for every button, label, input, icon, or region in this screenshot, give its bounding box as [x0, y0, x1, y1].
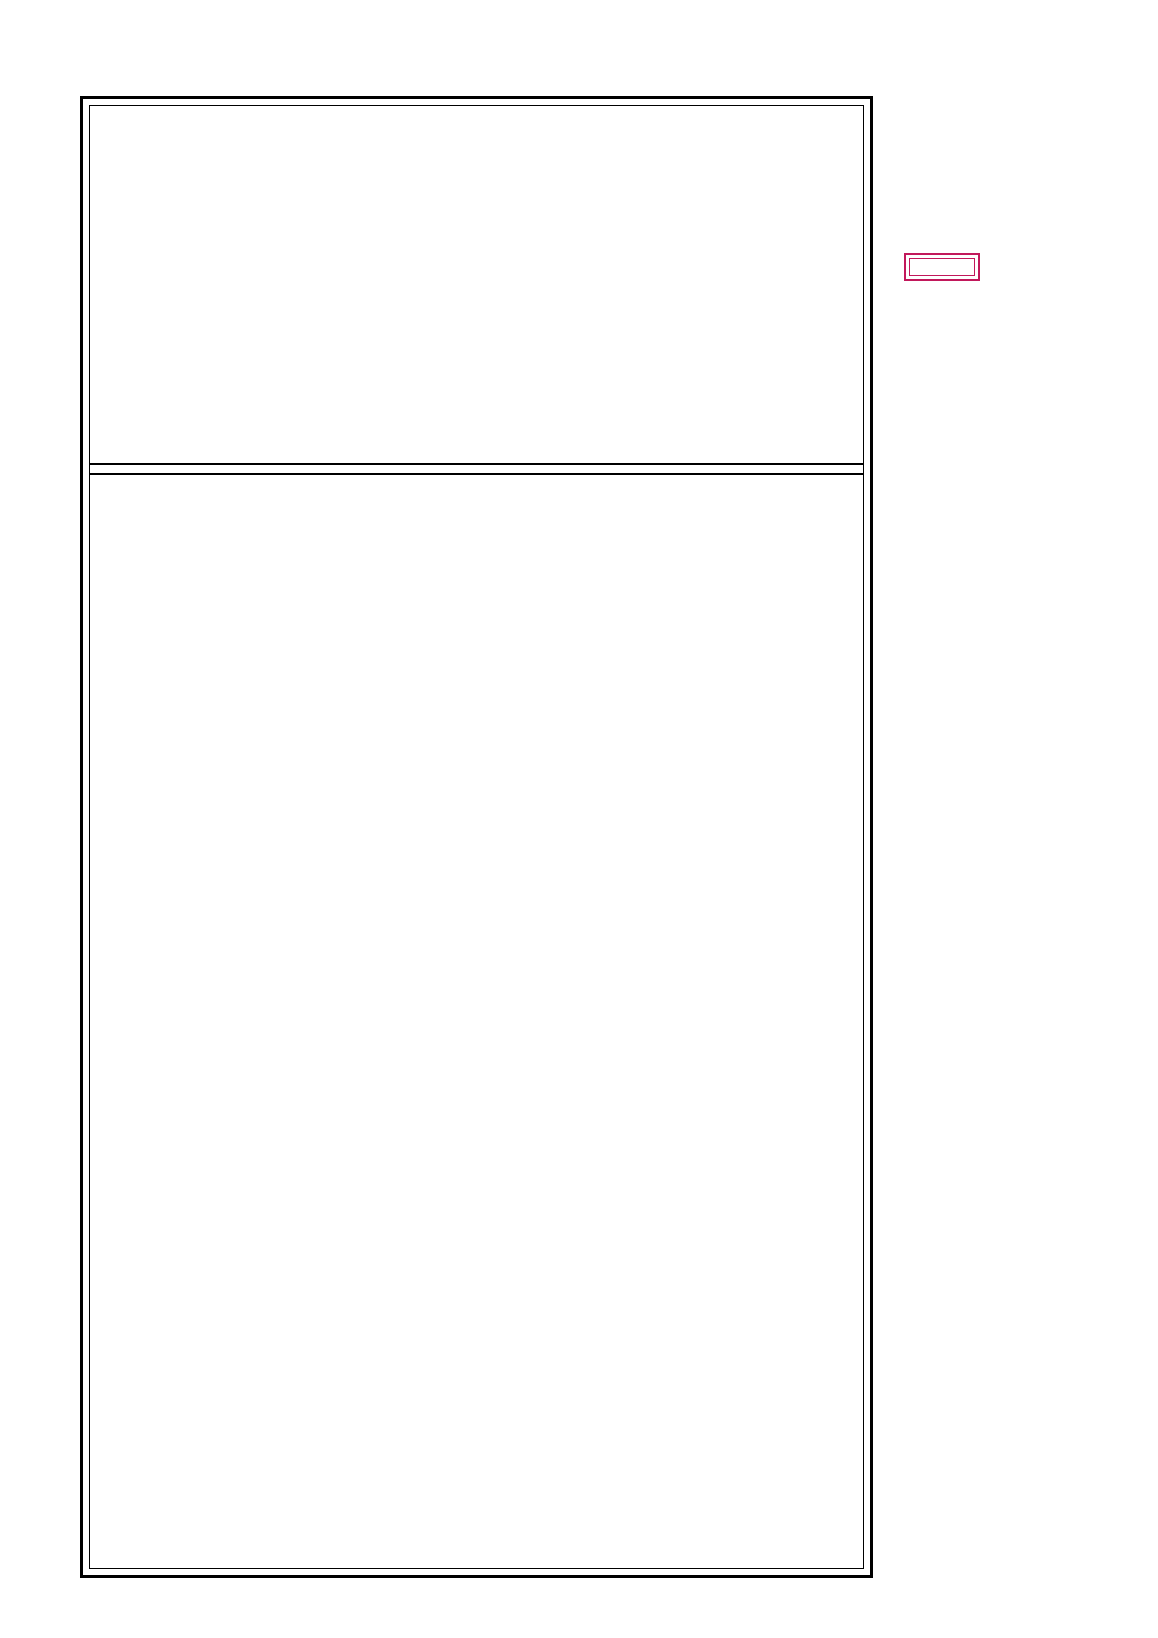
margin-number	[909, 258, 975, 276]
section-divider	[89, 463, 864, 475]
page-frame	[80, 96, 873, 1578]
margin-number-box	[904, 253, 980, 281]
page-frame-inner	[89, 105, 864, 1569]
